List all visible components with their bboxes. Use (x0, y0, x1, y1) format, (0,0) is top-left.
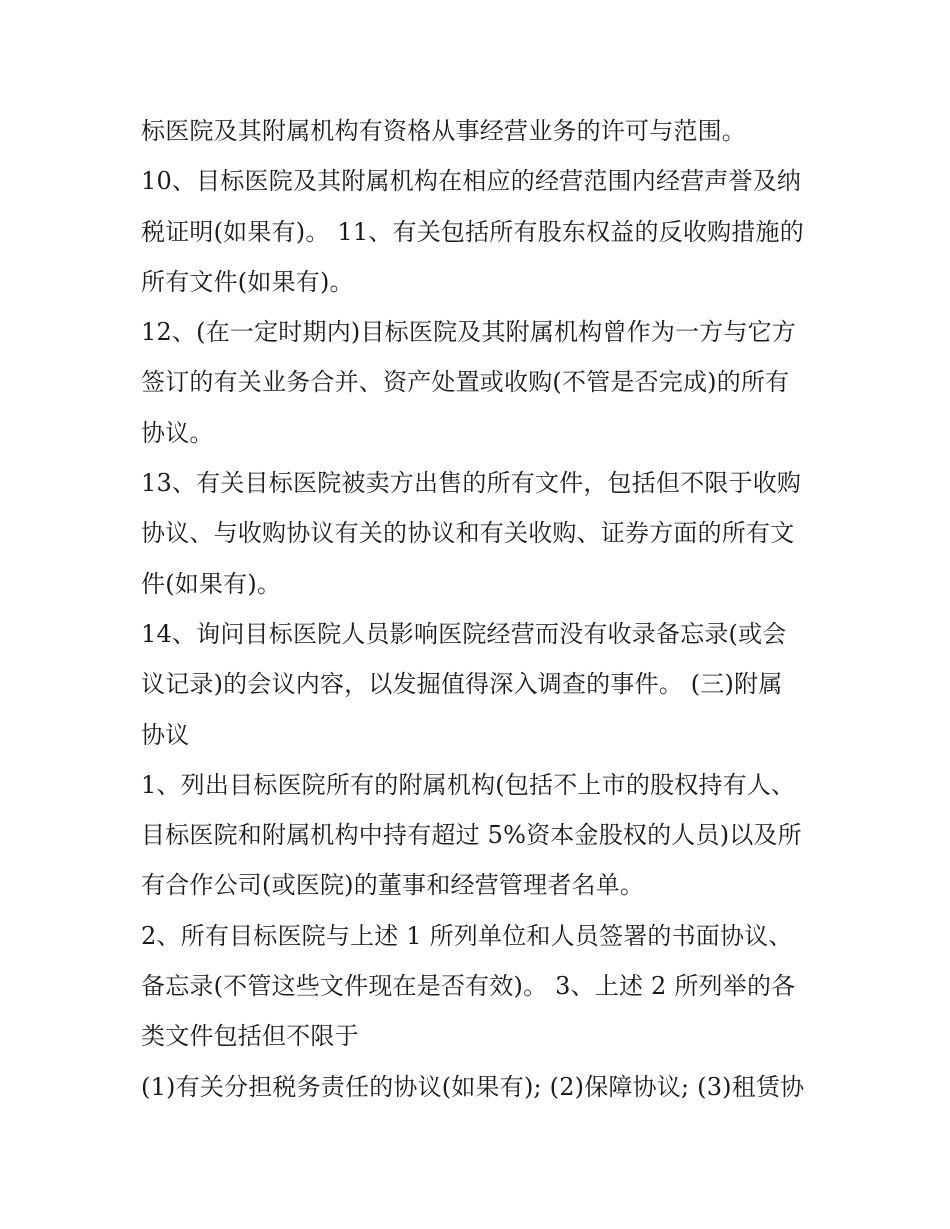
text-line: 目标医院和附属机构中持有超过 5%资本金股权的人员)以及所 (141, 821, 802, 850)
text-line: 议记录)的会议内容，以发掘值得深入调查的事件。 (三)附属 (141, 670, 783, 699)
text-line: 1、列出目标医院所有的附属机构(包括不上市的股权持有人、 (141, 770, 796, 799)
text-line: 13、有关目标医院被卖方出售的所有文件，包括但不限于收购 (141, 469, 802, 498)
text-line: 12、(在一定时期内)目标医院及其附属机构曾作为一方与它方 (141, 318, 797, 347)
text-line: 协议 (141, 720, 190, 749)
text-line: 备忘录(不管这些文件现在是否有效)。 3、上述 2 所列举的各 (141, 972, 796, 1001)
text-line: 协议。 (141, 418, 214, 447)
text-line: 2、所有目标医院与上述 1 所列单位和人员签署的书面协议、 (141, 921, 793, 950)
text-line: 件(如果有)。 (141, 569, 282, 598)
text-line: 14、询问目标医院人员影响医院经营而没有收录备忘录(或会 (141, 619, 787, 648)
text-line: 标医院及其附属机构有资格从事经营业务的许可与范围。 (141, 117, 746, 145)
text-line: 税证明(如果有)。 11、有关包括所有股东权益的反收购措施的 (141, 217, 804, 246)
text-line: 10、目标医院及其附属机构在相应的经营范围内经营声誉及纳 (141, 167, 802, 196)
document-body (141, 106, 821, 1112)
text-line: (1)有关分担税务责任的协议(如果有); (2)保障协议; (3)租赁协 (141, 1072, 805, 1101)
text-line: 类文件包括但不限于 (141, 1022, 359, 1051)
text-line: 协议、与收购协议有关的协议和有关收购、证券方面的所有文 (141, 519, 795, 548)
text-line: 所有文件(如果有)。 (141, 267, 354, 296)
text-line: 有合作公司(或医院)的董事和经营管理者名单。 (141, 871, 645, 900)
text-line: 签订的有关业务合并、资产处置或收购(不管是否完成)的所有 (141, 368, 790, 397)
